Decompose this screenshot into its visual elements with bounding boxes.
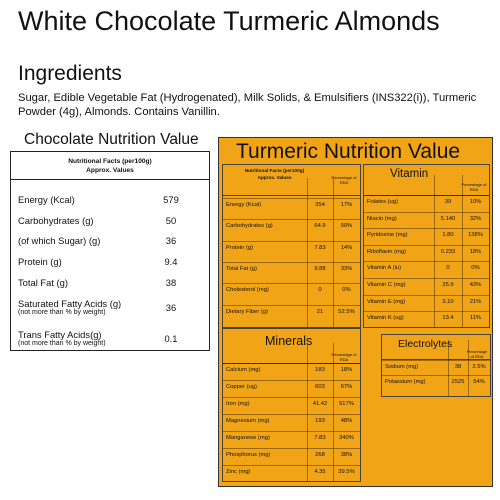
row-value: 36 [165,235,177,246]
row-value: 39 [444,199,452,205]
table-row [364,228,489,246]
row-label-text: Protein (g) [18,256,62,267]
electrolytes-header [382,335,490,360]
row-value: 268 [315,452,325,458]
table-row [223,241,360,263]
table-row [223,283,360,305]
row-label: Calcium (mg) [226,367,261,373]
row-value: 3.10 [442,298,454,305]
row-label-text: Carbohydrates (g) [18,215,94,226]
table-row [364,261,489,279]
row-value: 0 [318,287,322,294]
row-pct: 67% [340,384,353,390]
column-divider [448,340,449,396]
turmeric-panel [218,137,493,487]
row-value: 7.83 [314,244,326,251]
electrolytes-pct-header: Percentage of RDA [466,349,488,359]
row-pct: 18% [340,367,353,373]
row-value: 2525 [451,378,465,385]
row-label [18,298,121,317]
column-divider [307,343,308,481]
row-value: 13.4 [442,315,454,322]
row-value: 50 [165,215,177,226]
facts-subtitle: Approx. Values [257,175,292,180]
table-row [223,465,360,483]
row-value: 9.88 [314,265,326,272]
table-row [382,375,490,391]
row-value: 579 [163,194,179,205]
row-pct: 0% [471,265,480,272]
row-value: 21 [316,308,324,315]
row-pct: 2.5% [472,364,486,370]
row-label [18,256,62,267]
row-label: Vitamin C (mg) [367,282,406,288]
row-label: Folates (ug) [367,199,398,205]
vitamin-table [363,164,490,328]
row-label: Vitamin E (mg) [367,298,406,305]
row-value: 38 [454,364,462,370]
row-pct: 17% [340,202,353,208]
row-pct: 33% [340,265,353,272]
page-title: White Chocolate Turmeric Almonds [18,6,440,36]
row-label: Copper (ug) [226,384,257,390]
table-row [382,360,490,376]
electrolytes-title: Electrolytes [398,338,453,350]
table-row [223,363,360,381]
row-label-text: Trans Fatty Acids(g) [18,329,102,340]
row-label: Vitamin A (iu) [367,265,402,272]
row-label: Riboflavin (mg) [367,248,406,255]
row-pct: 43% [469,282,482,288]
row-label: Dietary Fiber (g) [226,308,268,315]
row-label: Niacin (mg) [367,215,397,222]
facts-title: Nutritional Facts (per100g) [244,168,305,173]
chocolate-nutrition-table [10,151,210,351]
row-pct: 11% [469,315,482,322]
row-label: Vitamin K (ug) [367,315,404,322]
row-label [18,235,100,246]
table-row [364,245,489,263]
column-divider [333,178,334,327]
row-value: 7.83 [314,435,326,441]
row-pct: 21% [469,298,482,305]
row-label [18,329,106,348]
table-row [223,219,360,241]
row-value: 1.80 [442,232,454,239]
facts-header [223,165,360,196]
facts-pct-header: Percentage of RDA [331,175,357,185]
table-row [223,305,360,327]
row-pct: 48% [340,418,353,424]
column-divider [462,175,463,327]
ingredients-heading: Ingredients [18,62,122,85]
row-pct: 52.5% [338,308,355,315]
row-label-text: Total Fat (g) [18,277,69,288]
row-label-text: Energy (Kcal) [18,194,75,205]
ingredients-text: Sugar, Edible Vegetable Fat (Hydrogenated), Milk Solids, & Emulsifiers (INS322(i)), Turmeric Powder (4g), Almonds. Contains Vanillin. [18,92,477,118]
row-label-text: (of which Sugar) (g) [18,235,101,246]
row-label-text: Saturated Fatty Acids (g) [18,298,122,309]
chocolate-table-header [11,152,209,180]
row-pct: 340% [339,435,354,441]
row-pct: 0% [342,287,351,294]
row-value: 0.233 [440,248,456,255]
row-label [18,215,94,226]
row-note: (not more than % by weight) [18,340,106,347]
row-value: 0 [446,265,450,272]
column-divider [307,178,308,327]
row-value: 41.42 [312,401,328,407]
row-label [18,194,75,205]
row-label: Phosphorus (mg) [226,452,271,458]
row-pct: 18% [469,248,482,255]
row-value: 9.4 [164,256,178,267]
row-label: Pyridoxine (mg) [367,232,408,239]
column-divider [468,340,469,396]
row-pct: 39.5% [338,469,355,475]
row-label: Manganese (mg) [226,435,270,441]
row-pct: 10% [469,199,482,205]
column-divider [434,175,435,327]
row-value: 0.1 [164,333,178,344]
row-pct: 517% [339,401,354,407]
row-label: Iron (mg) [226,401,250,407]
row-pct: 14% [340,244,353,251]
chocolate-heading: Chocolate Nutrition Value [24,131,199,148]
row-label: Cholesterol (mg) [226,287,269,294]
row-value: 64.9 [314,223,326,230]
row-label: Protein (g) [226,244,254,251]
row-label [18,277,68,288]
row-value: 36 [165,302,177,313]
row-value: 25.9 [442,282,454,288]
table-row [364,195,489,213]
minerals-pct-header: Percentage of RDA [331,352,357,362]
table-row [223,397,360,415]
row-pct: 54% [473,378,485,385]
row-pct: 138% [468,232,483,239]
row-label: Magnesium (mg) [226,418,270,424]
row-value: 38 [165,277,177,288]
turmeric-facts-table [222,164,361,328]
vitamin-title: Vitamin [390,168,429,180]
turmeric-heading: Turmeric Nutrition Value [236,140,461,163]
chocolate-table-subtitle: Approx. Values [86,167,134,174]
row-note: (not more than % by weight) [18,309,106,316]
row-label: Carbohydrates (g) [226,223,273,230]
minerals-header [223,329,360,364]
row-pct: 50% [340,223,353,230]
row-pct: 32% [469,215,482,222]
row-label: Sodium (mg) [385,364,419,370]
row-label: Zinc (mg) [226,469,251,475]
row-value: 4.35 [314,469,326,475]
row-value: 193 [315,418,325,424]
row-label: Total Fat (g) [226,265,257,272]
table-row [223,380,360,398]
table-row [364,311,489,329]
table-row [223,198,360,220]
row-label: Potassium (mg) [385,378,426,385]
table-row [223,414,360,432]
table-row [223,431,360,449]
row-pct: 38% [340,452,353,458]
vitamin-pct-header: Percentage of RDA [461,182,487,192]
table-row [223,262,360,284]
minerals-title: Minerals [265,334,313,348]
row-value: 183 [315,367,325,373]
column-divider [333,343,334,481]
row-value: 603 [315,384,325,390]
table-row [223,448,360,466]
row-value: 5.140 [440,215,456,222]
table-row [364,295,489,313]
row-label: Energy (Kcal) [226,202,262,208]
chocolate-table-title: Nutritional Facts (per100g) [68,158,152,165]
table-row [364,278,489,296]
row-value: 354 [315,202,325,208]
electrolytes-table [381,334,491,397]
minerals-table [222,328,361,482]
vitamin-header [364,165,489,196]
table-row [364,212,489,230]
